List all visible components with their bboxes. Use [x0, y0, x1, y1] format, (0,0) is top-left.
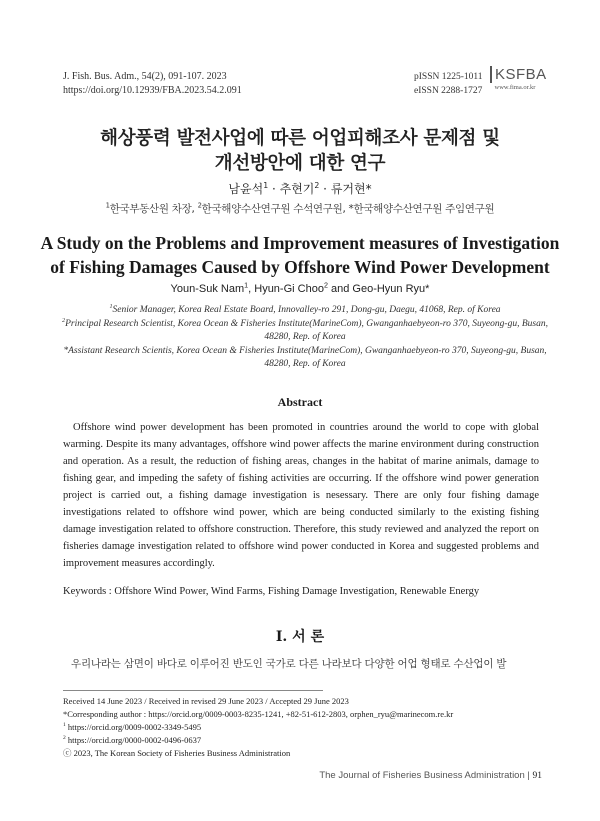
english-authors [40, 283, 560, 295]
english-author-2-sup: 2 [323, 281, 328, 290]
english-author-3: Geo-Hyun Ryu* [352, 283, 430, 295]
english-title-line2: of Fishing Damages Caused by Offshore Wind Power Development [50, 257, 550, 277]
english-affil-3 [60, 345, 550, 372]
english-title [30, 231, 570, 279]
logo-url[interactable]: www.fima.or.kr [494, 84, 536, 91]
page-footer [319, 770, 542, 781]
korean-author-1: 남윤석 [228, 182, 264, 196]
korean-title-line1: 해상풍력 발전사업에 따른 어업피해조사 문제점 및 [100, 128, 500, 149]
orcid-2 [63, 734, 543, 747]
footnote-divider [63, 690, 323, 691]
english-affil-2-sup: 2 [62, 317, 66, 324]
page-number: 91 [532, 771, 542, 781]
orcid-2-sup: 2 [63, 735, 66, 742]
english-author-1: Youn-Suk Nam [170, 283, 245, 295]
english-affiliations [60, 304, 550, 372]
author-separator: · [268, 182, 280, 196]
author-separator: · [319, 182, 331, 196]
korean-title [40, 126, 560, 176]
korean-affil-1-sup: 1 [105, 201, 110, 210]
korean-title-line2: 개선방안에 대한 연구 [214, 153, 386, 174]
english-title-line1: A Study on the Problems and Improvement measures of Investigation [40, 233, 560, 253]
introduction-text: 우리나라는 삼면이 바다로 이루어진 반도인 국가로 다른 나라보다 다양한 어업 형태로 수산업이 발 [71, 658, 507, 670]
corresponding-author: *Corresponding author : https://orcid.org/0009-0003-8235-1241, +82-51-612-2803, orphen_ryu@marinecom.re.kr [63, 709, 454, 719]
english-affil-1-sup: 1 [109, 303, 113, 310]
english-affil-3-text: *Assistant Research Scientis, Korea Ocean & Fisheries Institute(MarineCom), Gwanganhaebyeon-ro 370, Suyeong-gu, Busan, 48280, Rep. of Korea [63, 345, 547, 369]
orcid-1-sup: 1 [63, 722, 66, 729]
ksfba-logo [490, 66, 547, 92]
abstract-heading: Abstract [277, 395, 323, 409]
journal-citation [63, 70, 242, 98]
english-author-1-sup: 1 [244, 281, 249, 290]
english-affil-1 [60, 304, 550, 318]
copyright: ⓒ 2023, The Korean Society of Fisheries Business Administration [63, 748, 291, 758]
english-affil-2-text: Principal Research Scientist, Korea Ocean & Fisheries Institute(MarineCom), Gwanganhaebyeon-ro 370, Suyeong-gu, Busan, 48280, Rep. of Korea [65, 318, 548, 342]
korean-author-3: 류거현* [330, 182, 372, 196]
korean-affiliations [20, 201, 580, 216]
english-affil-2 [60, 318, 550, 345]
korean-authors [40, 180, 560, 197]
keywords: Keywords : Offshore Wind Power, Wind Farms, Fishing Damage Investigation, Renewable Energy [63, 586, 480, 597]
footnotes [63, 695, 543, 760]
korean-affil-2-sup: 2 [197, 201, 202, 210]
korean-author-2-sup: 2 [314, 181, 320, 190]
korean-affil-3: *한국해양수산연구원 주임연구원 [348, 203, 495, 215]
english-affil-1-text: Senior Manager, Korea Real Estate Board, Innovalley-ro 291, Dong-gu, Daegu, 41068, Rep. of Korea [112, 305, 501, 315]
eissn: eISSN 2288-1727 [414, 86, 483, 96]
orcid-1 [63, 721, 543, 734]
author-and: and [327, 283, 353, 295]
doi-link[interactable]: https://doi.org/10.12939/FBA.2023.54.2.091 [63, 85, 242, 96]
korean-author-1-sup: 1 [263, 181, 269, 190]
english-author-2: Hyun-Gi Choo [254, 283, 324, 295]
orcid-1-link[interactable]: https://orcid.org/0009-0002-3349-5495 [67, 722, 202, 732]
korean-affil-2: 한국해양수산연구원 수석연구원, [201, 203, 346, 215]
abstract-text: Offshore wind power development has been promoted in countries around the world to cope with global warming. Despite its many advantages, offshore wind power affects the marine environment during construction and operation. As a result, the reduction of fishing areas, changes in the habitat of marine animals, damage to fishing gear, and impeding the safety of fishing activities are occurring. If the offshore wind power generation project is carried out, a fishing damage investigation is nesessary. There are only four fishing damage investigations related to offshore wind power, which are being conducted similarly to the existing fishing damage investigation related to offshore construction. Therefore, this study reviewed and analyzed the report on fisheries damage investigation related to offshore wind power conducted in Korea and suggested problems and improvement measures accordingly. [63, 422, 539, 569]
korean-affil-1: 한국부동산원 차장, [109, 203, 195, 215]
author-comma: , [248, 283, 255, 295]
section-heading-introduction: I. 서 론 [275, 629, 325, 645]
pissn: pISSN 1225-1011 [414, 72, 483, 82]
orcid-2-link[interactable]: https://orcid.org/0000-0002-0496-0637 [67, 735, 202, 745]
korean-author-2: 추현기 [279, 182, 315, 196]
logo-mark: KSFBA [490, 66, 540, 83]
journal-line: J. Fish. Bus. Adm., 54(2), 091-107. 2023 [63, 71, 227, 82]
footer-journal-name: The Journal of Fisheries Business Administration | [319, 770, 530, 781]
received-dates: Received 14 June 2023 / Received in revised 29 June 2023 / Accepted 29 June 2023 [63, 696, 349, 706]
issn-block [414, 70, 483, 98]
